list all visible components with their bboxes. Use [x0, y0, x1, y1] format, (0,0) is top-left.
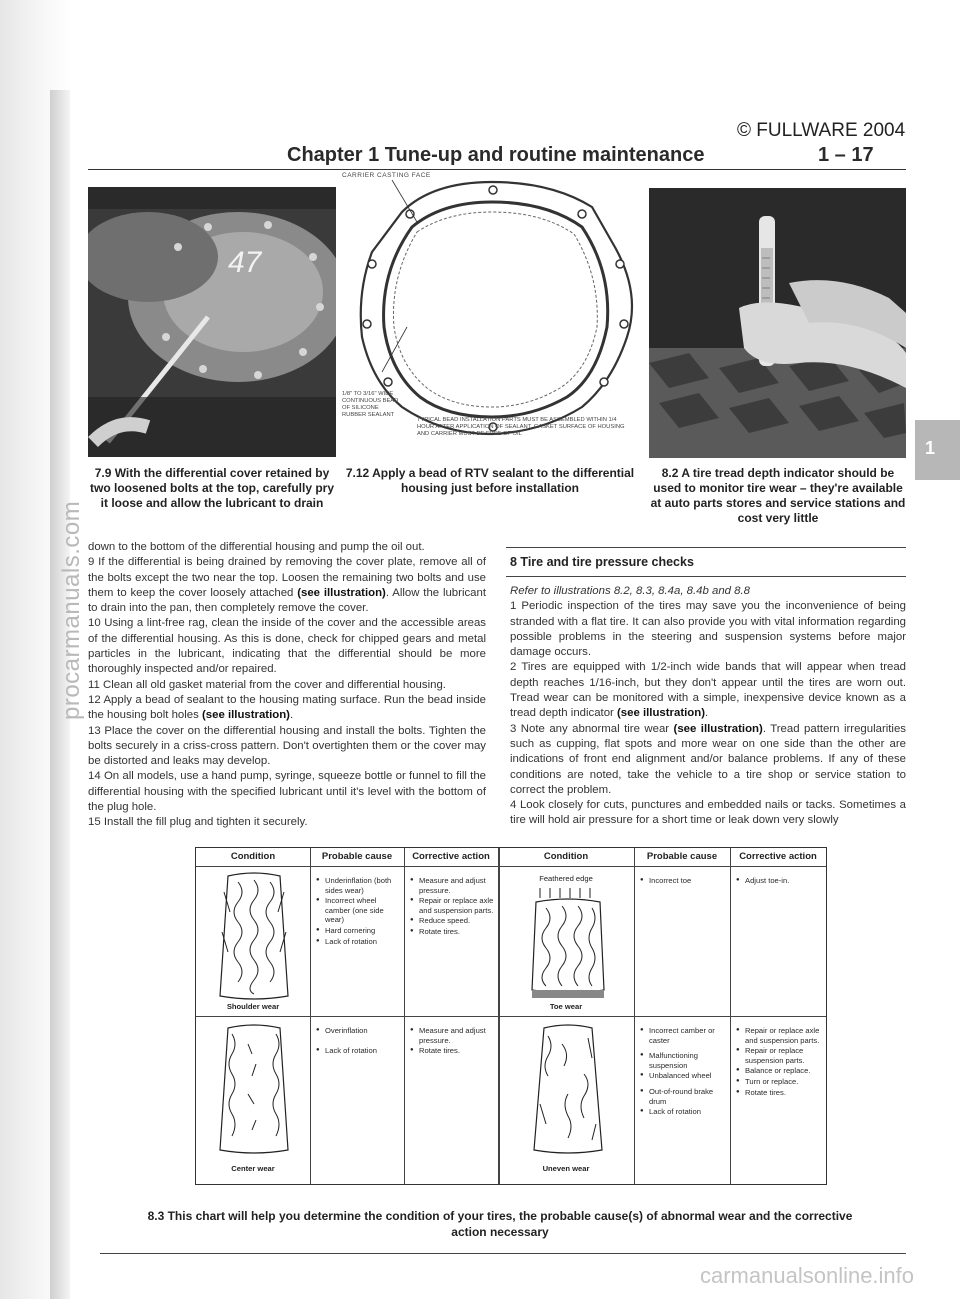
illustration-ref: (see illustration) — [202, 709, 290, 722]
action-item: ● Measure and adjust pressure. — [410, 876, 494, 895]
watermark-left: procarmanuals.com — [58, 500, 85, 720]
photo-marking: 47 — [228, 246, 262, 279]
diagram-label-top: CARRIER CASTING FACE — [342, 172, 431, 179]
caption-8-3: 8.3 This chart will help you determine the condition of your tires, the probable cause(s) of abnormal wear and the corrective action necessary — [147, 1209, 853, 1239]
cause-item: ● Hard cornering — [316, 926, 400, 936]
shoulder-wear-tire-icon — [208, 872, 300, 1000]
header-probable-cause: Probable cause — [646, 851, 718, 862]
label-shoulder-wear: Shoulder wear — [226, 1002, 280, 1011]
header-condition: Condition — [230, 851, 276, 862]
cause-item: ● Overinflation — [316, 1026, 400, 1036]
chapter-thumb-tab: 1 — [915, 420, 960, 480]
cause-item: ● Lack of rotation — [640, 1107, 728, 1117]
center-actions — [410, 1026, 494, 1057]
header-condition: Condition — [543, 851, 589, 862]
footer-rule — [100, 1253, 906, 1254]
cause-item: ● Unbalanced wheel — [640, 1071, 728, 1081]
action-item: ● Measure and adjust pressure. — [410, 1026, 494, 1045]
paragraph-11: 11 Clean all old gasket material from the cover and differential housing. — [88, 678, 446, 691]
paragraph-14: 14 On all models, use a hand pump, syringe, squeeze bottle or funnel to fill the differential housing with the specified lubricant until it's level with the bottom of the plug hole. — [88, 770, 486, 814]
paragraph-2: 2 Tires are equipped with 1/2-inch wide bands that will appear when tread depth reaches 1/16-inch, but they don't appear until the tires are worn out. Tread wear can be monitored with a simple, inexpensive device known as a tread depth indicator (see illustration). — [510, 661, 906, 720]
table-col-rule — [634, 848, 635, 1184]
cause-item: ● Malfunctioning suspension — [640, 1051, 728, 1070]
uneven-wear-tire-icon — [526, 1024, 610, 1154]
right-column-text — [510, 584, 906, 829]
cause-item: ● Lack of rotation — [316, 937, 400, 947]
section-rule-bottom — [506, 576, 906, 577]
caption-7-9: 7.9 With the differential cover retained by two loosened bolts at the top, carefully pry it loose and allow the lubricant to drain — [89, 466, 335, 510]
diagram-label-bead: 1/8" TO 3/16" WIDE CONTINUOUS BEAD OF SILICONE RUBBER SEALANT — [342, 391, 399, 418]
action-item: ● Rotate tires. — [410, 927, 494, 937]
photo-tread-depth-indicator — [649, 188, 906, 458]
label-toe-wear: Toe wear — [549, 1002, 583, 1011]
center-causes — [316, 1026, 400, 1056]
cause-item: ● Out-of-round brake drum — [640, 1087, 728, 1106]
paragraph: down to the bottom of the differential housing and pump the oil out. — [88, 541, 425, 553]
cause-item: ● Incorrect wheel camber (one side wear) — [316, 896, 400, 925]
cause-item: ● Lack of rotation — [316, 1046, 400, 1056]
action-item: ● Turn or replace. — [736, 1077, 822, 1087]
diagram-label-note: TYPICAL BEAD INSTALLATION PARTS MUST BE ASSEMBLED WITHIN 1/4 HOUR AFTER APPLICATION OF SEALANT. GASKET SURFACE OF HOUSING AND CARRIER MUST BE FREE OF OIL — [417, 417, 625, 437]
refer-line: Refer to illustrations 8.2, 8.3, 8.4a, 8.4b and 8.8 — [510, 585, 750, 597]
differential-photo-graphic — [88, 187, 336, 457]
table-col-rule — [730, 848, 731, 1184]
paragraph-9: 9 If the differential is being drained by removing the cover plate, remove all of the bolts except the two near the top. Loosen the remaining two bolts and use them to keep the cover loosely attached (see illustration). Allow the lubricant to drain into the pan, then completely remove the cover. — [88, 556, 487, 615]
table-col-rule — [310, 848, 311, 1184]
action-item: ● Reduce speed. — [410, 916, 494, 926]
page-number: 1 – 17 — [818, 144, 874, 166]
toe-wear-tire-icon — [528, 886, 608, 1000]
section-title: 8 Tire and tire pressure checks — [510, 555, 694, 569]
action-item: ● Repair or replace suspension parts. — [736, 1046, 822, 1065]
illustration-ref: (see illustration) — [297, 586, 386, 599]
cause-item: ● Incorrect toe — [640, 876, 726, 886]
paragraph-13: 13 Place the cover on the differential housing and install the bolts. Tighten the bolts securely in a criss-cross pattern. Don't overtighten them or the cover may be distorted and leaks may develop. — [88, 724, 486, 768]
table-col-rule — [498, 848, 500, 1184]
copyright-notice: © FULLWARE 2004 — [737, 120, 906, 141]
label-feathered-edge: Feathered edge — [539, 874, 593, 883]
section-rule-top — [506, 547, 906, 548]
paragraph-12: 12 Apply a bead of sealant to the housing mating surface. Run the bead inside the housing bolt holes (see illustration). — [88, 693, 486, 722]
label-uneven-wear: Uneven wear — [542, 1164, 590, 1173]
header-probable-cause: Probable cause — [321, 851, 393, 862]
header-rule — [88, 169, 906, 170]
action-item: ● Rotate tires. — [410, 1046, 494, 1056]
table-row-rule — [196, 1016, 826, 1017]
left-column-text — [88, 540, 486, 831]
header-corrective-action: Corrective action — [739, 851, 817, 862]
illustration-ref: (see illustration) — [617, 707, 705, 720]
paragraph-10: 10 Using a lint-free rag, clean the inside of the cover and the accessible areas of the differential housing. As this is done, check for chipped gears and metal particles in the lubricant, indicating that the differential should be more thoroughly inspected and/or repaired. — [88, 617, 486, 676]
uneven-causes — [640, 1026, 728, 1118]
shoulder-actions — [410, 876, 494, 938]
toe-causes — [640, 876, 726, 887]
photo-differential-cover — [88, 187, 336, 457]
action-item: ● Balance or replace. — [736, 1066, 822, 1076]
label-center-wear: Center wear — [231, 1164, 275, 1173]
paragraph-15: 15 Install the fill plug and tighten it securely. — [88, 816, 308, 829]
action-item: ● Adjust toe-in. — [736, 876, 822, 886]
action-item: ● Repair or replace axle and suspension parts. — [410, 896, 494, 915]
header-corrective-action: Corrective action — [412, 851, 490, 862]
toe-actions — [736, 876, 822, 887]
shoulder-causes — [316, 876, 400, 947]
diagram-rtv-bead — [342, 172, 644, 462]
caption-8-2: 8.2 A tire tread depth indicator should be used to monitor tire wear – they're available at auto parts stores and service stations and cost very little — [650, 466, 906, 525]
paragraph-1: 1 Periodic inspection of the tires may save you the inconvenience of being stranded with a flat tire. It can also provide you with vital information regarding possible problems in the steering and suspension systems before major damage occurs. — [510, 600, 906, 659]
paragraph-3: 3 Note any abnormal tire wear (see illustration). Tread pattern irregularities such as cupping, flat spots and more wear on one side than the other are indications of front end alignment and/or balance problems. If any of these conditions are noted, take the vehicle to a tire shop or service station to correct the problem. — [510, 722, 906, 796]
cause-item: ● Incorrect camber or caster — [640, 1026, 728, 1045]
action-item: ● Repair or replace axle and suspension parts. — [736, 1026, 822, 1045]
illustration-ref: (see illustration) — [673, 722, 763, 735]
caption-7-12: 7.12 Apply a bead of RTV sealant to the differential housing just before installation — [345, 466, 635, 495]
center-wear-tire-icon — [208, 1024, 300, 1154]
watermark-bottom: carmanualsonline.info — [700, 1263, 915, 1288]
table-col-rule — [404, 848, 405, 1184]
paragraph-4: 4 Look closely for cuts, punctures and embedded nails or tacks. Sometimes a tire will hold air pressure for a short time or leak down very slowly — [510, 799, 906, 827]
action-item: ● Rotate tires. — [736, 1088, 822, 1098]
table-header-rule — [196, 866, 826, 867]
chapter-title: Chapter 1 Tune-up and routine maintenance — [287, 144, 705, 166]
cause-item: ● Underinflation (both sides wear) — [316, 876, 400, 895]
tread-photo-graphic — [649, 188, 906, 458]
uneven-actions — [736, 1026, 822, 1098]
tire-wear-table — [195, 847, 827, 1185]
